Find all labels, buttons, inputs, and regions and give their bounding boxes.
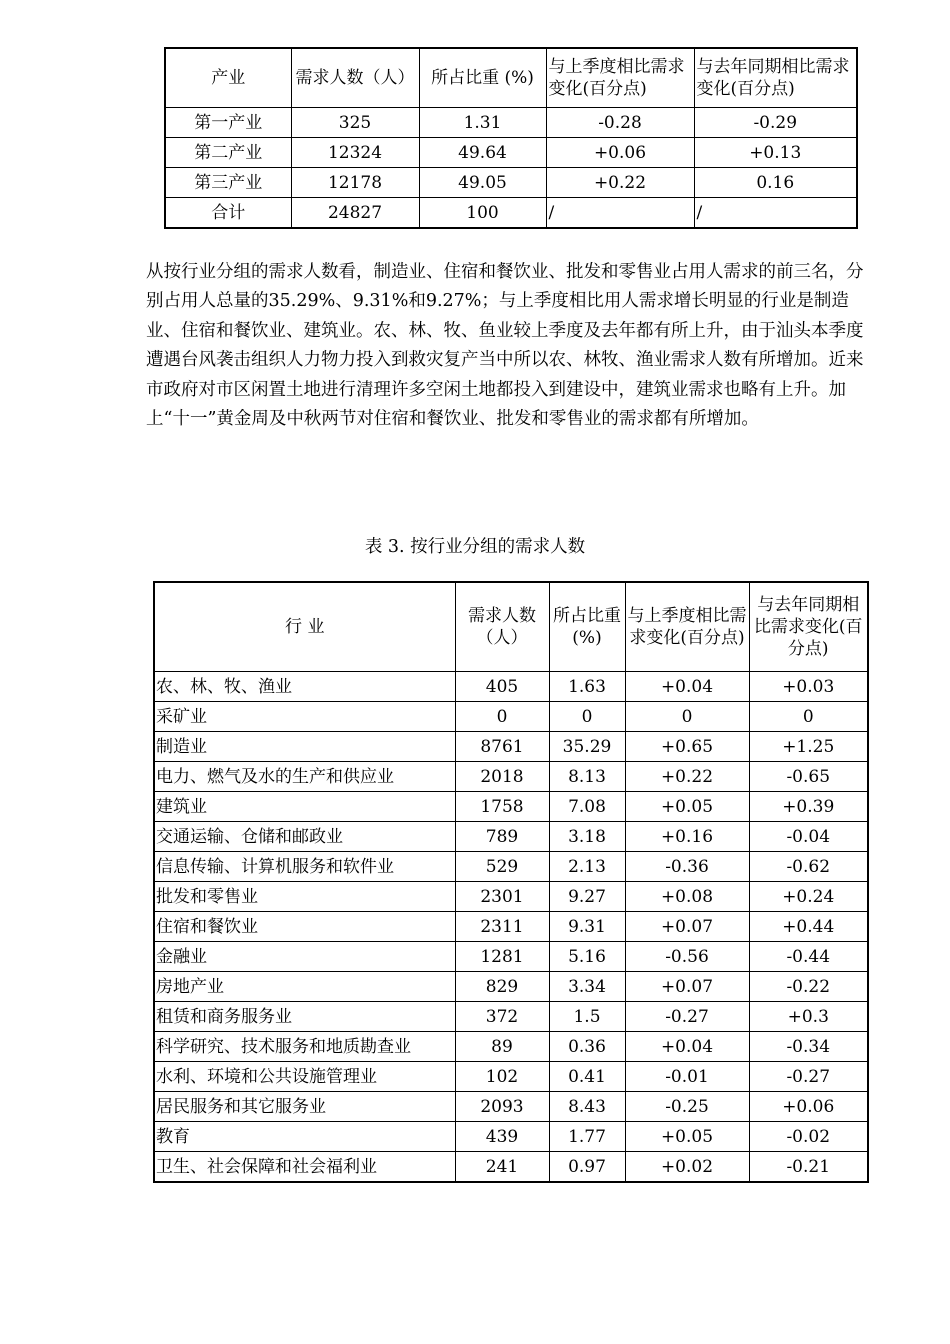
cell-change-year: +0.24 [749, 882, 868, 912]
cell-change-year: +0.39 [749, 792, 868, 822]
cell-share: 9.31 [549, 912, 625, 942]
cell-demand-count: 24827 [291, 198, 419, 229]
cell-demand-count: 439 [455, 1122, 549, 1152]
analysis-paragraph: 从按行业分组的需求人数看，制造业、住宿和餐饮业、批发和零售业占用人需求的前三名，分别占用人总量的35.29%、9.31%和9.27%；与上季度相比用人需求增长明显的行业是制造业、住宿和餐饮业、建筑业。农、林、牧、鱼业较上季度及去年都有所上升，由于汕头本季度遭遇台风袭击组织人力物力投入到救灾复产当中所以农、林牧、渔业需求人数有所增加。近来市政府对市区闲置土地进行清理许多空闲土地都投入到建设中，建筑业需求也略有上升。加上“十一”黄金周及中秋两节对住宿和餐饮业、批发和零售业的需求都有所增加。 [146, 262, 864, 430]
cell-change-quarter: +0.07 [625, 972, 749, 1002]
table-row [154, 762, 868, 792]
cell-change-year: +0.44 [749, 912, 868, 942]
cell-change-quarter: +0.04 [625, 672, 749, 702]
table-row [154, 1122, 868, 1152]
cell-change-quarter: +0.04 [625, 1032, 749, 1062]
cell-name: 房地产业 [154, 972, 455, 1002]
cell-change-year: -0.62 [749, 852, 868, 882]
cell-name: 电力、燃气及水的生产和供应业 [154, 762, 455, 792]
table-row [165, 168, 857, 198]
cell-change-quarter: -0.28 [546, 108, 694, 138]
cell-share: 1.63 [549, 672, 625, 702]
industry-sector-table [164, 47, 858, 229]
cell-share: 1.5 [549, 1002, 625, 1032]
header-share: 所占比重 (%) [419, 48, 546, 108]
cell-name: 居民服务和其它服务业 [154, 1092, 455, 1122]
table-row [165, 108, 857, 138]
cell-demand-count: 12178 [291, 168, 419, 198]
cell-change-quarter: +0.22 [546, 168, 694, 198]
header-demand-count: 需求人数（人） [291, 48, 419, 108]
cell-change-quarter: -0.01 [625, 1062, 749, 1092]
cell-change-year: 0.16 [694, 168, 857, 198]
cell-change-year: -0.27 [749, 1062, 868, 1092]
table-row [154, 912, 868, 942]
cell-share: 2.13 [549, 852, 625, 882]
cell-demand-count: 1281 [455, 942, 549, 972]
cell-demand-count: 325 [291, 108, 419, 138]
cell-name: 采矿业 [154, 702, 455, 732]
table-row [154, 1062, 868, 1092]
table-header-row [154, 582, 868, 672]
cell-share: 7.08 [549, 792, 625, 822]
cell-demand-count: 405 [455, 672, 549, 702]
cell-change-year: -0.21 [749, 1152, 868, 1183]
cell-change-year: -0.29 [694, 108, 857, 138]
header-change-vs-last-year: 与去年同期相比需求变化(百分点) [749, 582, 868, 672]
cell-change-year: / [694, 198, 857, 229]
cell-change-year: -0.34 [749, 1032, 868, 1062]
table-row [165, 138, 857, 168]
cell-name: 第二产业 [165, 138, 291, 168]
cell-demand-count: 789 [455, 822, 549, 852]
table-row [154, 942, 868, 972]
cell-demand-count: 372 [455, 1002, 549, 1032]
cell-name: 交通运输、仓储和邮政业 [154, 822, 455, 852]
cell-share: 8.13 [549, 762, 625, 792]
cell-share: 5.16 [549, 942, 625, 972]
table-row [154, 822, 868, 852]
cell-demand-count: 2093 [455, 1092, 549, 1122]
cell-share: 49.64 [419, 138, 546, 168]
cell-change-quarter: +0.07 [625, 912, 749, 942]
cell-share: 8.43 [549, 1092, 625, 1122]
table-row [154, 852, 868, 882]
cell-name: 卫生、社会保障和社会福利业 [154, 1152, 455, 1183]
cell-change-quarter: +0.05 [625, 1122, 749, 1152]
cell-change-year: -0.22 [749, 972, 868, 1002]
cell-demand-count: 0 [455, 702, 549, 732]
cell-change-quarter: 0 [625, 702, 749, 732]
cell-name: 批发和零售业 [154, 882, 455, 912]
cell-change-quarter: +0.16 [625, 822, 749, 852]
table-row [154, 792, 868, 822]
header-change-vs-last-quarter: 与上季度相比需求变化(百分点) [546, 48, 694, 108]
cell-change-quarter: +0.02 [625, 1152, 749, 1183]
cell-change-quarter: / [546, 198, 694, 229]
cell-share: 35.29 [549, 732, 625, 762]
header-demand-count: 需求人数（人） [455, 582, 549, 672]
cell-change-year: +0.3 [749, 1002, 868, 1032]
cell-change-quarter: +0.08 [625, 882, 749, 912]
cell-demand-count: 1758 [455, 792, 549, 822]
cell-share: 0.41 [549, 1062, 625, 1092]
cell-change-year: +0.03 [749, 672, 868, 702]
table-row [154, 1002, 868, 1032]
cell-share: 1.31 [419, 108, 546, 138]
cell-share: 100 [419, 198, 546, 229]
table-row [165, 198, 857, 229]
cell-demand-count: 12324 [291, 138, 419, 168]
cell-name: 第一产业 [165, 108, 291, 138]
cell-change-quarter: -0.36 [625, 852, 749, 882]
table-header-row [165, 48, 857, 108]
cell-change-quarter: +0.06 [546, 138, 694, 168]
cell-name: 制造业 [154, 732, 455, 762]
cell-name: 科学研究、技术服务和地质勘查业 [154, 1032, 455, 1062]
cell-change-quarter: +0.22 [625, 762, 749, 792]
cell-change-quarter: -0.25 [625, 1092, 749, 1122]
header-sector: 产业 [165, 48, 291, 108]
industry-group-table [153, 581, 869, 1183]
cell-demand-count: 102 [455, 1062, 549, 1092]
cell-change-year: +1.25 [749, 732, 868, 762]
cell-share: 49.05 [419, 168, 546, 198]
cell-change-year: +0.06 [749, 1092, 868, 1122]
header-change-vs-last-year: 与去年同期相比需求变化(百分点) [694, 48, 857, 108]
header-change-vs-last-quarter: 与上季度相比需求变化(百分点) [625, 582, 749, 672]
cell-change-quarter: +0.05 [625, 792, 749, 822]
header-share: 所占比重 (%) [549, 582, 625, 672]
cell-demand-count: 241 [455, 1152, 549, 1183]
table-row [154, 732, 868, 762]
cell-change-quarter: -0.27 [625, 1002, 749, 1032]
cell-share: 3.34 [549, 972, 625, 1002]
cell-change-year: 0 [749, 702, 868, 732]
header-industry: 行 业 [154, 582, 455, 672]
table-row [154, 702, 868, 732]
cell-change-year: -0.04 [749, 822, 868, 852]
table-row [154, 1032, 868, 1062]
cell-name: 合计 [165, 198, 291, 229]
cell-name: 水利、环境和公共设施管理业 [154, 1062, 455, 1092]
cell-share: 9.27 [549, 882, 625, 912]
cell-name: 住宿和餐饮业 [154, 912, 455, 942]
cell-change-year: -0.02 [749, 1122, 868, 1152]
cell-change-quarter: +0.65 [625, 732, 749, 762]
table-row [154, 882, 868, 912]
cell-share: 0.97 [549, 1152, 625, 1183]
cell-demand-count: 8761 [455, 732, 549, 762]
cell-demand-count: 2311 [455, 912, 549, 942]
cell-share: 0.36 [549, 1032, 625, 1062]
cell-name: 租赁和商务服务业 [154, 1002, 455, 1032]
table-caption: 表 3. 按行业分组的需求人数 [364, 537, 586, 557]
cell-share: 0 [549, 702, 625, 732]
table-row [154, 672, 868, 702]
table-row [154, 972, 868, 1002]
cell-change-year: +0.13 [694, 138, 857, 168]
cell-share: 3.18 [549, 822, 625, 852]
table-row [154, 1092, 868, 1122]
cell-share: 1.77 [549, 1122, 625, 1152]
cell-change-year: -0.44 [749, 942, 868, 972]
cell-change-quarter: -0.56 [625, 942, 749, 972]
cell-demand-count: 2301 [455, 882, 549, 912]
table-row [154, 1152, 868, 1183]
cell-name: 建筑业 [154, 792, 455, 822]
cell-name: 教育 [154, 1122, 455, 1152]
cell-name: 第三产业 [165, 168, 291, 198]
cell-demand-count: 829 [455, 972, 549, 1002]
cell-demand-count: 2018 [455, 762, 549, 792]
cell-name: 农、林、牧、渔业 [154, 672, 455, 702]
cell-demand-count: 89 [455, 1032, 549, 1062]
cell-change-year: -0.65 [749, 762, 868, 792]
cell-name: 金融业 [154, 942, 455, 972]
cell-name: 信息传输、计算机服务和软件业 [154, 852, 455, 882]
cell-demand-count: 529 [455, 852, 549, 882]
